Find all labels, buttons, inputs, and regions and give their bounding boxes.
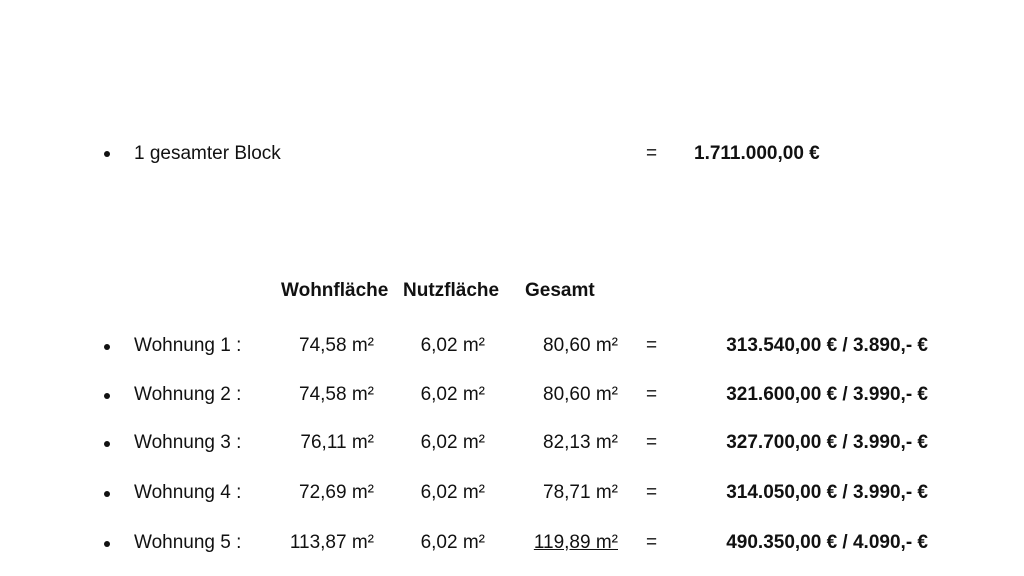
row-label: Wohnung 1 : (134, 335, 242, 356)
row-equals: = (646, 432, 658, 453)
row-nutzflaeche: 6,02 m² (420, 335, 485, 356)
row-price: 313.540,00 € / 3.890,- € (726, 335, 928, 356)
row-label: Wohnung 3 : (134, 432, 242, 453)
row-price: 314.050,00 € / 3.990,- € (726, 482, 928, 503)
row-gesamt: 82,13 m² (543, 432, 618, 453)
row-nutzflaeche: 6,02 m² (420, 432, 485, 453)
row-wohnflaeche: 72,69 m² (299, 482, 374, 503)
row-wohnflaeche: 76,11 m² (300, 432, 374, 453)
row-wohnflaeche: 74,58 m² (299, 335, 374, 356)
row-equals: = (646, 532, 658, 553)
row-bullet (104, 393, 110, 399)
row-nutzflaeche: 6,02 m² (420, 384, 485, 405)
row-label: Wohnung 2 : (134, 384, 242, 405)
row-bullet (104, 441, 110, 447)
row-price: 490.350,00 € / 4.090,- € (726, 532, 928, 553)
row-bullet (104, 491, 110, 497)
row-equals: = (646, 482, 658, 503)
row-gesamt: 80,60 m² (543, 335, 618, 356)
row-price: 321.600,00 € / 3.990,- € (726, 384, 928, 405)
header-gesamt: Gesamt (525, 280, 595, 301)
block-label: 1 gesamter Block (134, 143, 281, 164)
row-price: 327.700,00 € / 3.990,- € (726, 432, 928, 453)
header-nutzflaeche: Nutzfläche (403, 280, 500, 301)
row-label: Wohnung 5 : (134, 532, 242, 553)
row-bullet (104, 344, 110, 350)
row-bullet (104, 541, 110, 547)
header-wohnflaeche: Wohnfläche (281, 280, 389, 301)
row-wohnflaeche: 113,87 m² (289, 532, 374, 553)
row-gesamt: 78,71 m² (543, 482, 618, 503)
row-equals: = (646, 335, 658, 356)
block-equals: = (646, 143, 658, 164)
row-wohnflaeche: 74,58 m² (299, 384, 374, 405)
row-label: Wohnung 4 : (134, 482, 242, 503)
row-nutzflaeche: 6,02 m² (420, 532, 485, 553)
row-gesamt: 80,60 m² (543, 384, 618, 405)
row-equals: = (646, 384, 658, 405)
row-gesamt: 119,89 m² (533, 532, 618, 553)
block-bullet (104, 151, 110, 157)
row-nutzflaeche: 6,02 m² (420, 482, 485, 503)
block-price: 1.711.000,00 € (694, 143, 820, 164)
